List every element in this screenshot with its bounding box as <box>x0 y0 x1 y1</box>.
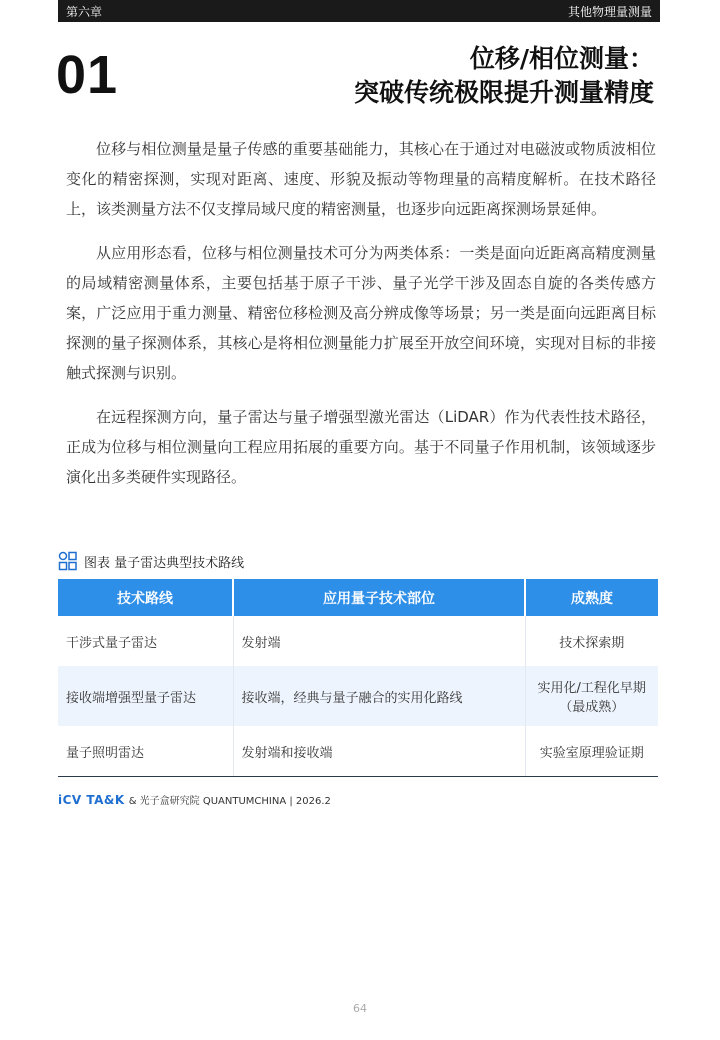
table-caption <box>58 550 244 572</box>
table-header-cell: 应用量子技术部位 <box>233 579 525 616</box>
table-cell: 干涉式量子雷达 <box>58 616 233 666</box>
chapter-header-bar <box>58 0 660 22</box>
page-number: 64 <box>353 1002 367 1015</box>
chapter-label: 第六章 <box>66 4 103 19</box>
table-header-cell: 技术路线 <box>58 579 233 616</box>
section-label: 其他物理量测量 <box>567 4 652 19</box>
table-header-row <box>58 579 658 616</box>
brand-logo: iCV TA&K <box>58 793 125 807</box>
table-caption-text: 图表 量子雷达典型技术路线 <box>84 555 245 571</box>
table-cell: 接收端，经典与量子融合的实用化路线 <box>233 666 525 726</box>
table-cell: 实验室原理验证期 <box>525 726 658 777</box>
title-line-2: 突破传统极限提升测量精度 <box>353 78 654 107</box>
table-header-cell: 成熟度 <box>525 579 658 616</box>
tech-route-table <box>58 579 658 777</box>
table-cell: 发射端和接收端 <box>233 726 525 777</box>
footer-source <box>58 792 331 807</box>
paragraph-3: 在远程探测方向，量子雷达与量子增强型激光雷达（LiDAR）作为代表性技术路径，正成为位移与相位测量向工程应用拓展的重要方向。基于不同量子作用机制，该领域逐步演化出多类硬件实现路径。 <box>66 408 656 486</box>
paragraph-1: 位移与相位测量是量子传感的重要基础能力，其核心在于通过对电磁波或物质波相位变化的精密探测，实现对距离、速度、形貌及振动等物理量的高精度解析。在技术路径上，该类测量方法不仅支撑局域尺度的精密测量，也逐步向远距离探测场景延伸。 <box>66 140 656 218</box>
table-cell: 实用化/工程化早期（最成熟） <box>525 666 658 726</box>
table-cell: 量子照明雷达 <box>58 726 233 777</box>
paragraph-2: 从应用形态看，位移与相位测量技术可分为两类体系：一类是面向近距离高精度测量的局域精密测量体系，主要包括基于原子干涉、量子光学干涉及固态自旋的各类传感方案，广泛应用于重力测量、精密位移检测及高分辨成像等场景；另一类是面向远距离目标探测的量子探测体系，其核心是将相位测量能力扩展至开放空间环境，实现对目标的非接触式探测与识别。 <box>66 244 656 382</box>
chapter-number: 01 <box>56 45 119 105</box>
footer-source-text: & 光子盒研究院 QUANTUMCHINA | 2026.2 <box>128 796 331 807</box>
page-title <box>354 42 654 110</box>
title-line-1: 位移/相位测量： <box>469 44 654 73</box>
table-row <box>58 616 658 666</box>
table-row <box>58 726 658 777</box>
table-cell: 接收端增强型量子雷达 <box>58 666 233 726</box>
body-text <box>66 134 656 506</box>
table-cell: 技术探索期 <box>559 635 625 651</box>
chart-grid-icon <box>58 551 78 571</box>
table-row <box>58 666 658 726</box>
table-cell: 发射端 <box>233 616 525 666</box>
